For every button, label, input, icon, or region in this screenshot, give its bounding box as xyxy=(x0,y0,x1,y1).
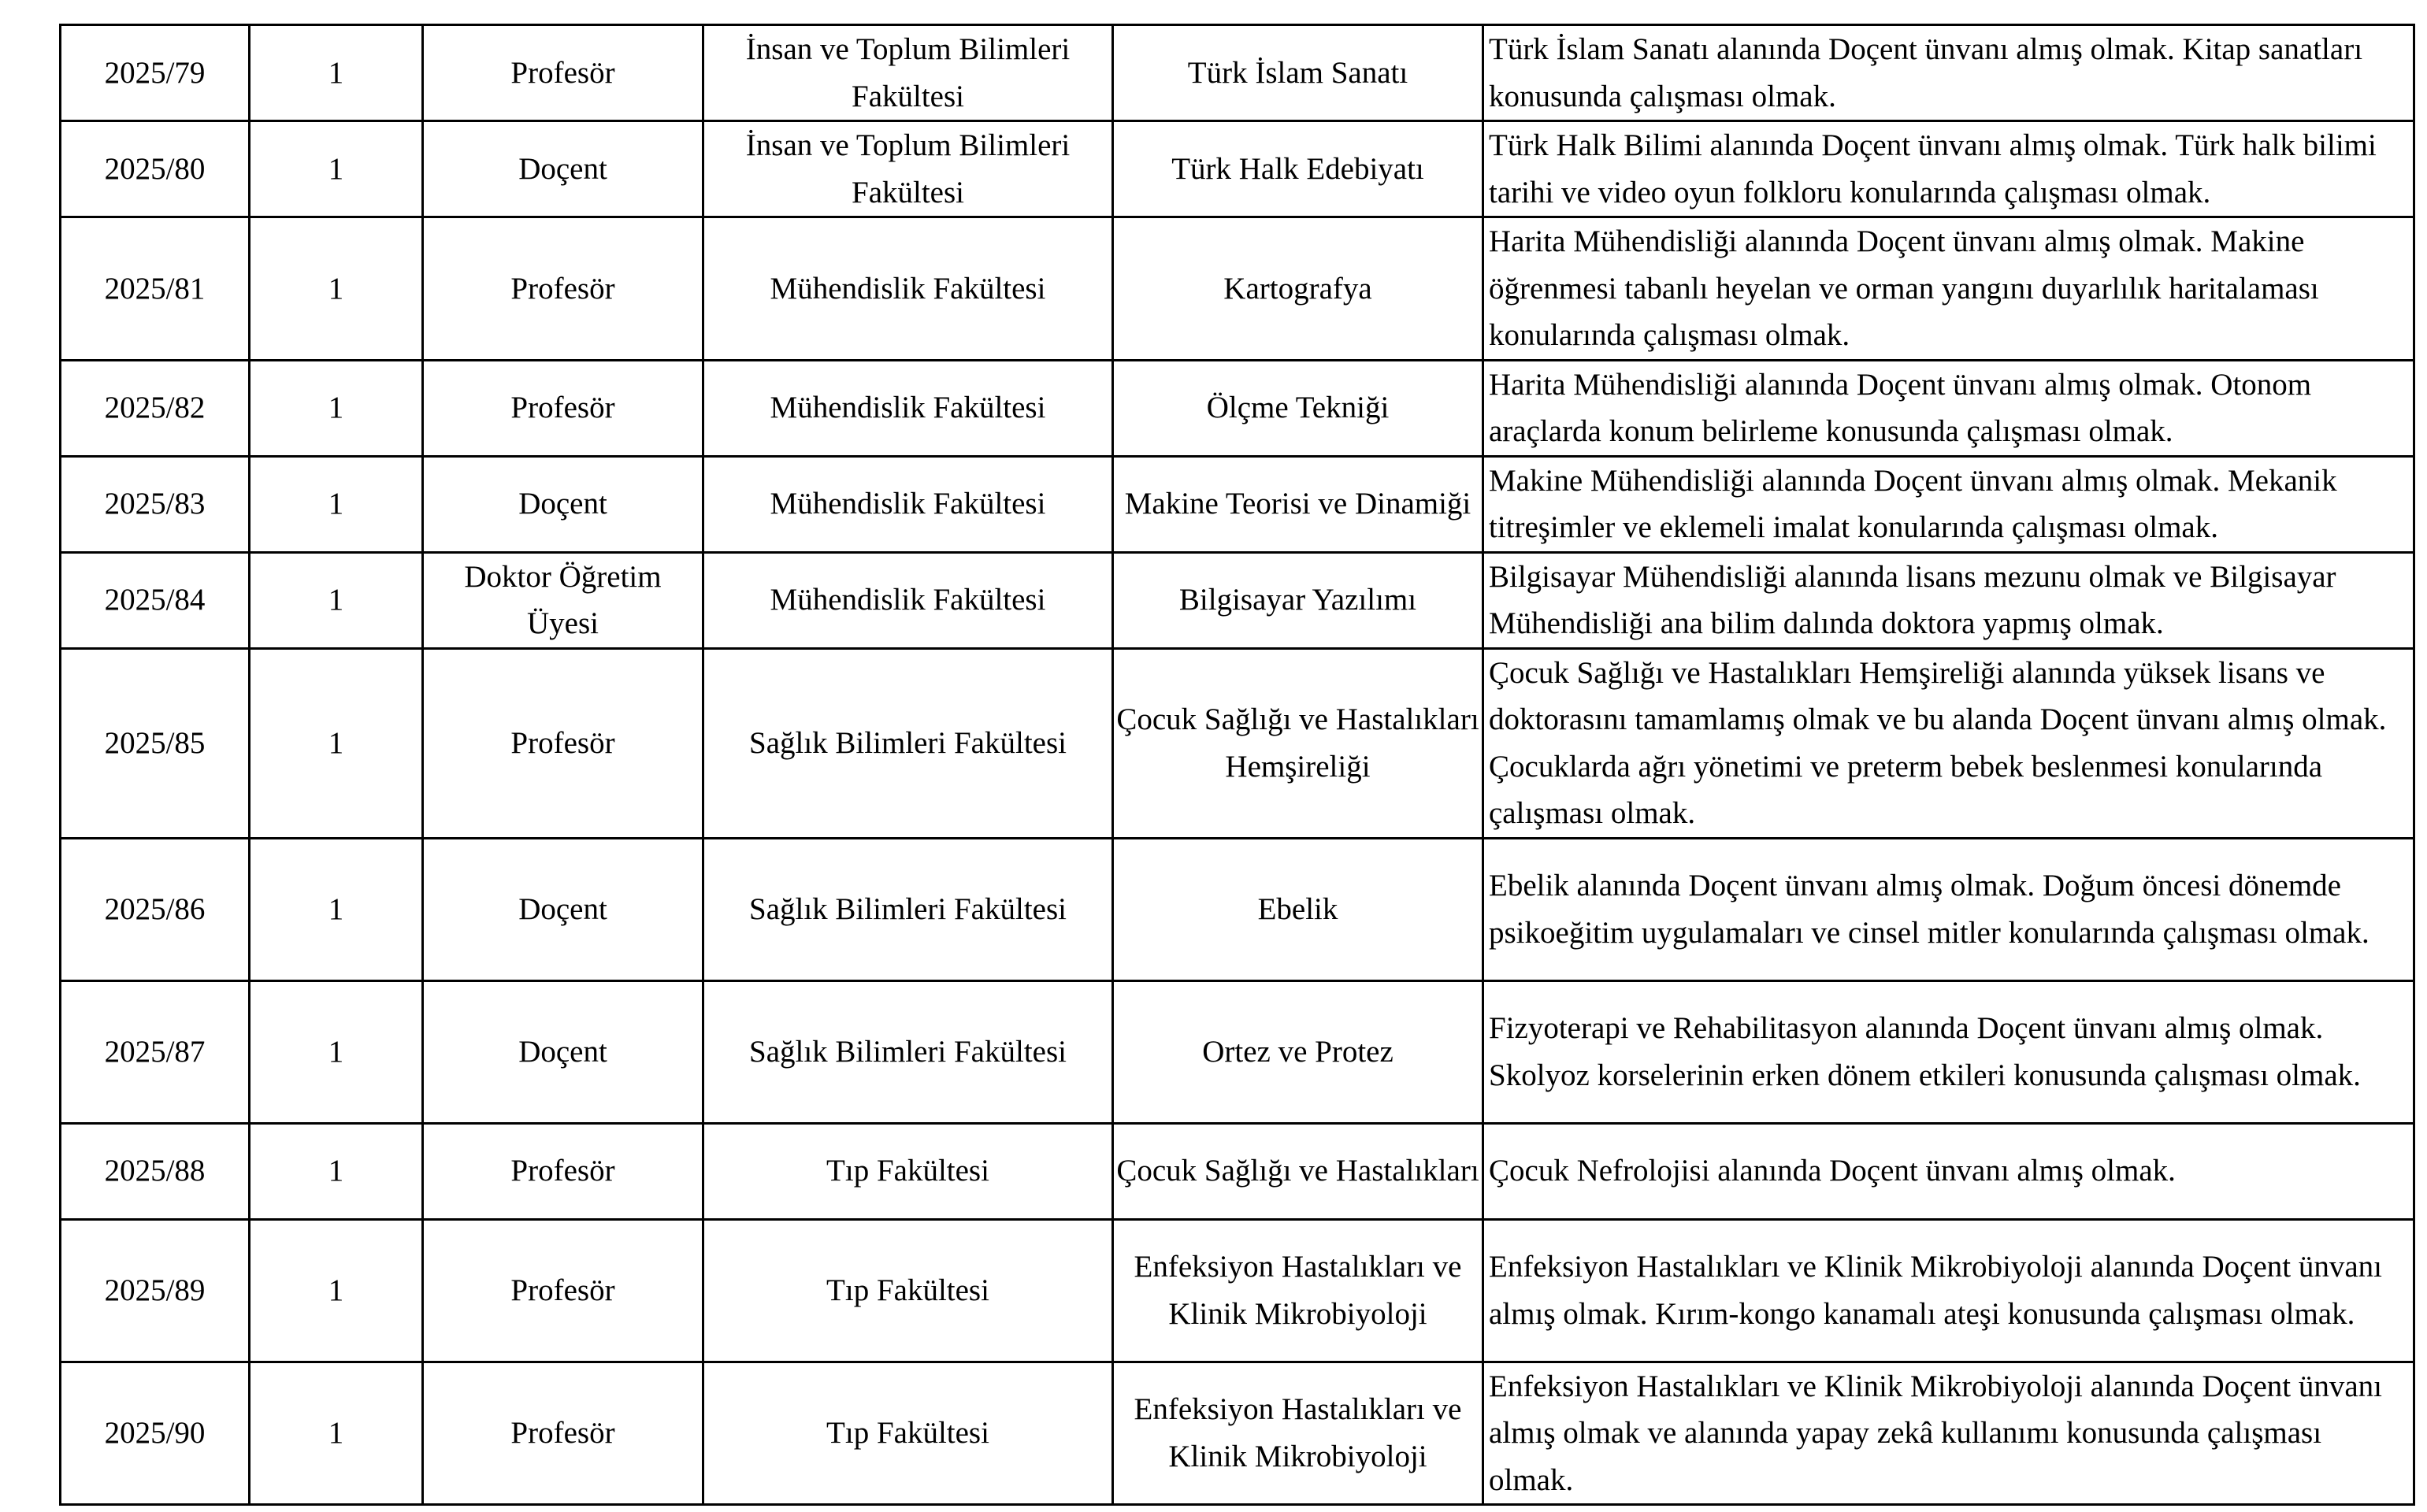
cell-position-count: 1 xyxy=(250,25,423,121)
cell-position-count: 1 xyxy=(250,360,423,456)
cell-requirements: Harita Mühendisliği alanında Doçent ünvanı almış olmak. Makine öğrenmesi tabanlı heyelan ve orman yangını duyarlılık haritalaması konularında çalışması olmak. xyxy=(1483,217,2414,361)
cell-announcement-no: 2025/87 xyxy=(61,980,250,1123)
cell-department: Çocuk Sağlığı ve Hastalıkları xyxy=(1113,1123,1483,1219)
cell-department: Makine Teorisi ve Dinamiği xyxy=(1113,456,1483,552)
cell-announcement-no: 2025/83 xyxy=(61,456,250,552)
table-row xyxy=(61,1219,2414,1362)
cell-faculty: Tıp Fakültesi xyxy=(703,1219,1113,1362)
cell-academic-title: Doçent xyxy=(423,456,703,552)
cell-requirements: Ebelik alanında Doçent ünvanı almış olmak. Doğum öncesi dönemde psikoeğitim uygulamaları ve cinsel mitler konularında çalışması olmak. xyxy=(1483,838,2414,980)
cell-faculty: İnsan ve Toplum Bilimleri Fakültesi xyxy=(703,121,1113,217)
cell-requirements: Türk İslam Sanatı alanında Doçent ünvanı almış olmak. Kitap sanatları konusunda çalışması olmak. xyxy=(1483,25,2414,121)
cell-requirements: Bilgisayar Mühendisliği alanında lisans mezunu olmak ve Bilgisayar Mühendisliği ana bilim dalında doktora yapmış olmak. xyxy=(1483,552,2414,648)
cell-department: Ebelik xyxy=(1113,838,1483,980)
cell-faculty: Sağlık Bilimleri Fakültesi xyxy=(703,980,1113,1123)
cell-requirements: Çocuk Sağlığı ve Hastalıkları Hemşireliği alanında yüksek lisans ve doktorasını tamamlamış olmak ve bu alanda Doçent ünvanı almış olmak. Çocuklarda ağrı yönetimi ve preterm bebek beslenmesi konularında çalışması olmak. xyxy=(1483,648,2414,838)
cell-position-count: 1 xyxy=(250,1219,423,1362)
table-row xyxy=(61,1362,2414,1505)
table-row xyxy=(61,121,2414,217)
cell-requirements: Enfeksiyon Hastalıkları ve Klinik Mikrobiyoloji alanında Doçent ünvanı almış olmak. Kırım-kongo kanamalı ateşi konusunda çalışması olmak. xyxy=(1483,1219,2414,1362)
cell-position-count: 1 xyxy=(250,1123,423,1219)
table-row xyxy=(61,1123,2414,1219)
cell-faculty: Sağlık Bilimleri Fakültesi xyxy=(703,648,1113,838)
table-row xyxy=(61,980,2414,1123)
cell-faculty: Mühendislik Fakültesi xyxy=(703,552,1113,648)
cell-academic-title: Profesör xyxy=(423,25,703,121)
cell-faculty: Mühendislik Fakültesi xyxy=(703,456,1113,552)
positions-table xyxy=(59,24,2415,1506)
cell-department: Enfeksiyon Hastalıkları ve Klinik Mikrobiyoloji xyxy=(1113,1362,1483,1505)
cell-faculty: Mühendislik Fakültesi xyxy=(703,360,1113,456)
cell-faculty: Mühendislik Fakültesi xyxy=(703,217,1113,361)
cell-academic-title: Doçent xyxy=(423,838,703,980)
table-row xyxy=(61,25,2414,121)
cell-position-count: 1 xyxy=(250,980,423,1123)
cell-announcement-no: 2025/86 xyxy=(61,838,250,980)
cell-position-count: 1 xyxy=(250,1362,423,1505)
cell-requirements: Harita Mühendisliği alanında Doçent ünvanı almış olmak. Otonom araçlarda konum belirleme konusunda çalışması olmak. xyxy=(1483,360,2414,456)
cell-faculty: İnsan ve Toplum Bilimleri Fakültesi xyxy=(703,25,1113,121)
cell-academic-title: Profesör xyxy=(423,648,703,838)
cell-announcement-no: 2025/81 xyxy=(61,217,250,361)
cell-position-count: 1 xyxy=(250,121,423,217)
cell-department: Enfeksiyon Hastalıkları ve Klinik Mikrobiyoloji xyxy=(1113,1219,1483,1362)
cell-academic-title: Doçent xyxy=(423,121,703,217)
cell-department: Türk İslam Sanatı xyxy=(1113,25,1483,121)
cell-department: Ölçme Tekniği xyxy=(1113,360,1483,456)
cell-position-count: 1 xyxy=(250,456,423,552)
cell-position-count: 1 xyxy=(250,217,423,361)
cell-department: Kartografya xyxy=(1113,217,1483,361)
cell-department: Ortez ve Protez xyxy=(1113,980,1483,1123)
cell-announcement-no: 2025/80 xyxy=(61,121,250,217)
cell-academic-title: Profesör xyxy=(423,360,703,456)
cell-requirements: Çocuk Nefrolojisi alanında Doçent ünvanı almış olmak. xyxy=(1483,1123,2414,1219)
cell-faculty: Sağlık Bilimleri Fakültesi xyxy=(703,838,1113,980)
cell-academic-title: Profesör xyxy=(423,1362,703,1505)
cell-announcement-no: 2025/84 xyxy=(61,552,250,648)
cell-position-count: 1 xyxy=(250,648,423,838)
table-row xyxy=(61,552,2414,648)
cell-academic-title: Profesör xyxy=(423,1219,703,1362)
cell-requirements: Türk Halk Bilimi alanında Doçent ünvanı almış olmak. Türk halk bilimi tarihi ve video oyun folkloru konularında çalışması olmak. xyxy=(1483,121,2414,217)
cell-department: Bilgisayar Yazılımı xyxy=(1113,552,1483,648)
cell-announcement-no: 2025/85 xyxy=(61,648,250,838)
cell-announcement-no: 2025/88 xyxy=(61,1123,250,1219)
cell-announcement-no: 2025/82 xyxy=(61,360,250,456)
cell-announcement-no: 2025/90 xyxy=(61,1362,250,1505)
cell-requirements: Makine Mühendisliği alanında Doçent ünvanı almış olmak. Mekanik titreşimler ve eklemeli imalat konularında çalışması olmak. xyxy=(1483,456,2414,552)
cell-department: Çocuk Sağlığı ve Hastalıkları Hemşireliği xyxy=(1113,648,1483,838)
cell-faculty: Tıp Fakültesi xyxy=(703,1362,1113,1505)
cell-position-count: 1 xyxy=(250,552,423,648)
cell-department: Türk Halk Edebiyatı xyxy=(1113,121,1483,217)
cell-academic-title: Profesör xyxy=(423,217,703,361)
cell-faculty: Tıp Fakültesi xyxy=(703,1123,1113,1219)
table-row xyxy=(61,217,2414,361)
table-row xyxy=(61,648,2414,838)
table-row xyxy=(61,838,2414,980)
table-row xyxy=(61,360,2414,456)
positions-table-body xyxy=(61,25,2414,1505)
cell-academic-title: Doktor Öğretim Üyesi xyxy=(423,552,703,648)
cell-announcement-no: 2025/79 xyxy=(61,25,250,121)
table-row xyxy=(61,456,2414,552)
cell-academic-title: Doçent xyxy=(423,980,703,1123)
cell-requirements: Fizyoterapi ve Rehabilitasyon alanında Doçent ünvanı almış olmak. Skolyoz korselerinin erken dönem etkileri konusunda çalışması olmak. xyxy=(1483,980,2414,1123)
cell-academic-title: Profesör xyxy=(423,1123,703,1219)
cell-position-count: 1 xyxy=(250,838,423,980)
cell-requirements: Enfeksiyon Hastalıkları ve Klinik Mikrobiyoloji alanında Doçent ünvanı almış olmak ve alanında yapay zekâ kullanımı konusunda çalışması olmak. xyxy=(1483,1362,2414,1505)
cell-announcement-no: 2025/89 xyxy=(61,1219,250,1362)
